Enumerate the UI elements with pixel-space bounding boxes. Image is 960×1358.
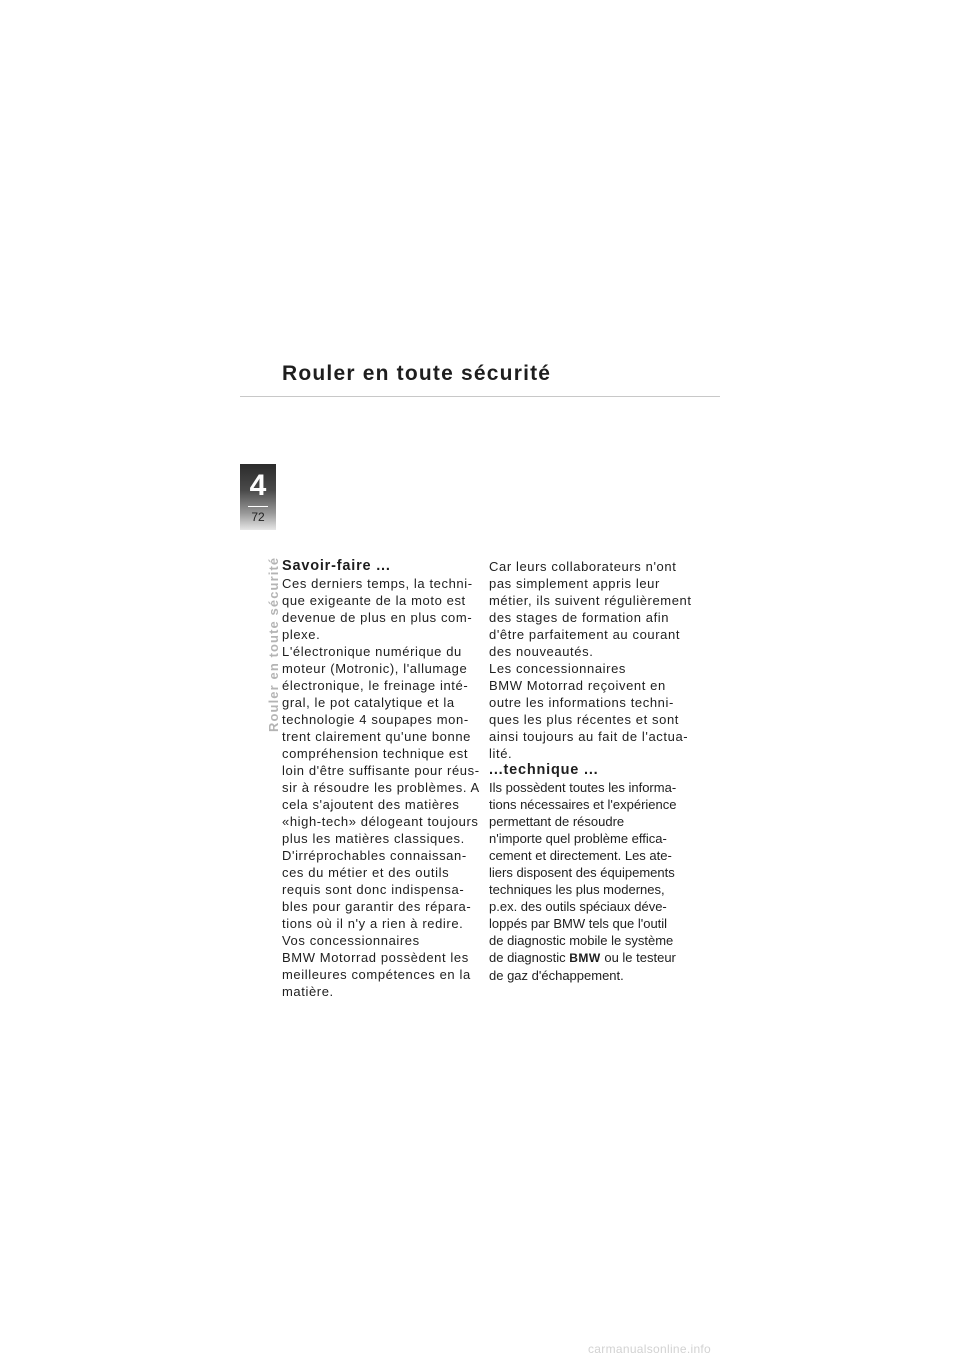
text-line: des stages de formation afin bbox=[489, 610, 670, 625]
text-line: Vos concessionnaires bbox=[282, 933, 420, 948]
chapter-title: Rouler en toute sécurité bbox=[282, 362, 552, 385]
text-line: loin d'être suffisante pour réus- bbox=[282, 763, 480, 778]
text-line: gral, le pot catalytique et la bbox=[282, 695, 455, 710]
text-line: D'irréprochables connaissan- bbox=[282, 848, 467, 863]
text-line: n'importe quel problème effica- bbox=[489, 831, 667, 846]
text-line: permettant de résoudre bbox=[489, 814, 625, 829]
diagnostic-prefix: de diagnostic bbox=[489, 950, 570, 965]
text-line: cela s'ajoutent des matières bbox=[282, 797, 460, 812]
text-line: BMW Motorrad reçoivent en bbox=[489, 678, 666, 693]
text-line: matière. bbox=[282, 984, 334, 999]
text-line: d'être parfaitement au courant bbox=[489, 627, 681, 642]
text-line: électronique, le freinage inté- bbox=[282, 678, 469, 693]
text-line: de diagnostic mobile le système bbox=[489, 933, 674, 948]
left-column bbox=[282, 558, 492, 1000]
text-line: métier, ils suivent régulièrement bbox=[489, 593, 692, 608]
text-line: liers disposent des équipements bbox=[489, 865, 675, 880]
text-line: outre les informations techni- bbox=[489, 695, 674, 710]
bmw-brand-text: BMW bbox=[569, 951, 601, 965]
text-line: trent clairement qu'une bonne bbox=[282, 729, 471, 744]
text-line: Ces derniers temps, la techni- bbox=[282, 576, 473, 591]
tab-divider bbox=[248, 506, 268, 507]
text-line: «high-tech» délogeant toujours bbox=[282, 814, 479, 829]
right-intro-text bbox=[489, 558, 699, 762]
text-line: devenue de plus en plus com- bbox=[282, 610, 473, 625]
text-line: L'électronique numérique du bbox=[282, 644, 462, 659]
text-line: ces du métier et des outils bbox=[282, 865, 450, 880]
text-line: requis sont donc indispensa- bbox=[282, 882, 465, 897]
page-number: 72 bbox=[251, 510, 265, 524]
left-body-text bbox=[282, 575, 492, 1000]
text-line: lité. bbox=[489, 746, 513, 761]
text-line: ainsi toujours au fait de l'actua- bbox=[489, 729, 689, 744]
title-divider bbox=[240, 396, 720, 397]
text-line: ques les plus récentes et sont bbox=[489, 712, 679, 727]
section-heading-technique: ...technique ... bbox=[489, 762, 599, 778]
text-line: tions où il n'y a rien à redire. bbox=[282, 916, 464, 931]
diagnostic-line bbox=[489, 949, 699, 967]
text-line: p.ex. des outils spéciaux déve- bbox=[489, 899, 667, 914]
text-line: tions nécessaires et l'expérience bbox=[489, 797, 677, 812]
text-line: cement et directement. Les ate- bbox=[489, 848, 672, 863]
text-line: technologie 4 soupapes mon- bbox=[282, 712, 469, 727]
text-line: meilleures compétences en la bbox=[282, 967, 471, 982]
text-line: sir à résoudre les problèmes. A bbox=[282, 780, 480, 795]
chapter-number: 4 bbox=[249, 469, 267, 502]
right-body-text bbox=[489, 779, 699, 949]
text-line: moteur (Motronic), l'allumage bbox=[282, 661, 468, 676]
watermark: carmanualsonline.info bbox=[588, 1342, 712, 1356]
text-line: pas simplement appris leur bbox=[489, 576, 660, 591]
text-line: BMW Motorrad possèdent les bbox=[282, 950, 469, 965]
text-line: techniques les plus modernes, bbox=[489, 882, 665, 897]
text-line: Ils possèdent toutes les informa- bbox=[489, 780, 677, 795]
right-column bbox=[489, 558, 699, 984]
text-line: loppés par BMW tels que l'outil bbox=[489, 916, 668, 931]
section-heading-savoir-faire: Savoir-faire ... bbox=[282, 558, 391, 574]
side-chapter-label: Rouler en toute sécurité bbox=[266, 556, 281, 732]
text-line: compréhension technique est bbox=[282, 746, 469, 761]
last-line: de gaz d'échappement. bbox=[489, 968, 624, 983]
text-line: Car leurs collaborateurs n'ont bbox=[489, 559, 677, 574]
text-line: bles pour garantir des répara- bbox=[282, 899, 472, 914]
text-line: Les concessionnaires bbox=[489, 661, 627, 676]
text-line: plexe. bbox=[282, 627, 321, 642]
text-line: plus les matières classiques. bbox=[282, 831, 465, 846]
chapter-tab bbox=[240, 464, 276, 530]
diagnostic-suffix: ou le testeur bbox=[600, 950, 676, 965]
text-line: des nouveautés. bbox=[489, 644, 594, 659]
text-line: que exigeante de la moto est bbox=[282, 593, 466, 608]
